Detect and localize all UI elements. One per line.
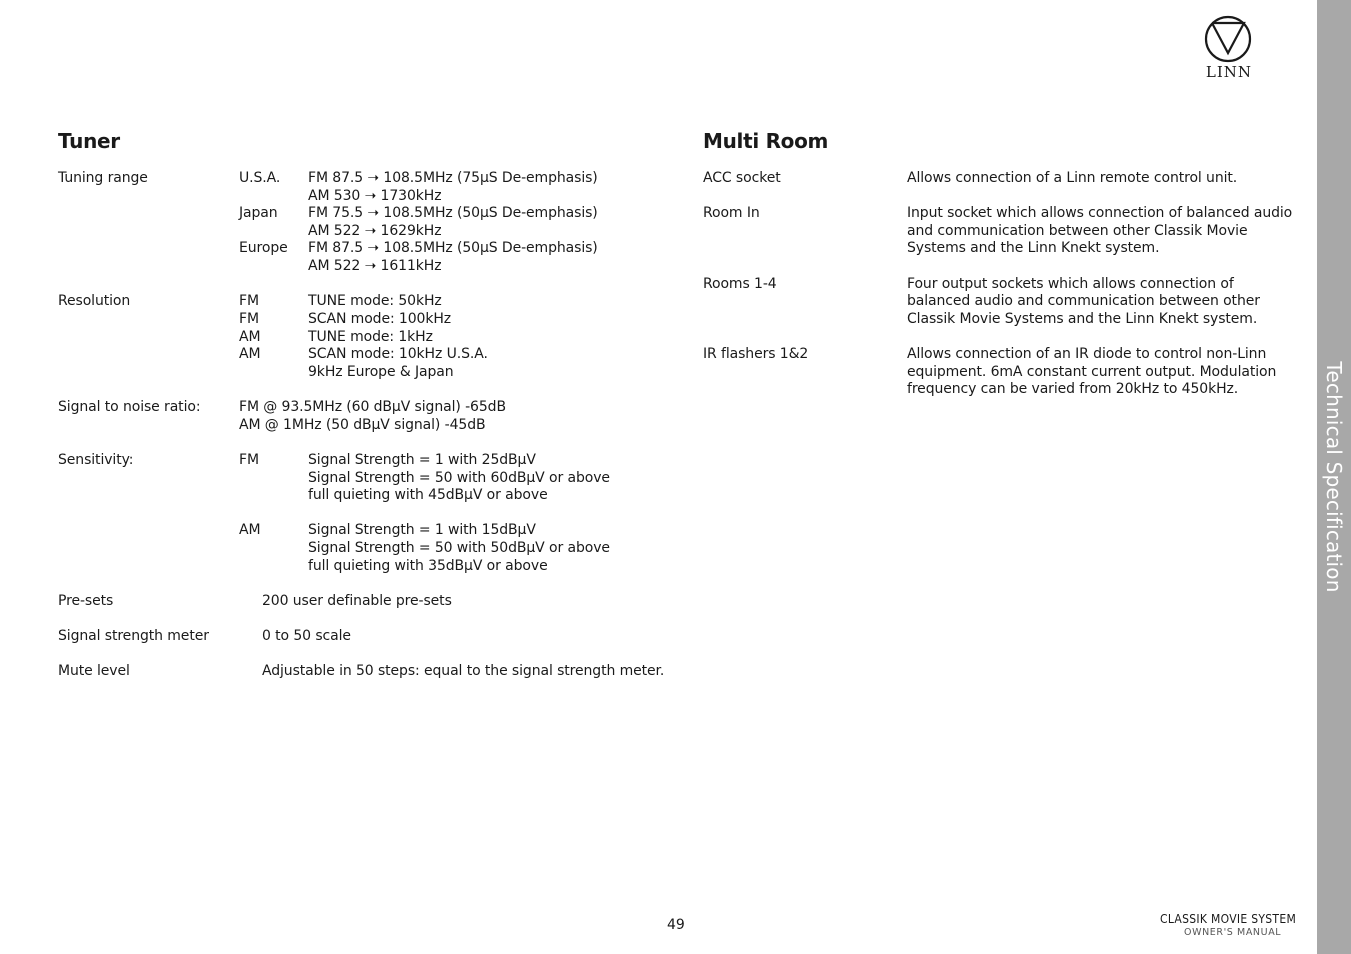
acc-label: ACC socket <box>703 170 781 186</box>
tuner-heading: Tuner <box>58 129 120 153</box>
sensitivity-am-band: AM <box>239 522 261 538</box>
footer-title: CLASSIK MOVIE SYSTEM <box>1160 912 1297 926</box>
sensitivity-am-line: Signal Strength = 1 with 15dBµV <box>308 522 536 538</box>
snr-fm: FM @ 93.5MHz (60 dBµV signal) -65dB <box>239 399 506 415</box>
japan-am-range: AM 522 ➝ 1629kHz <box>308 223 442 239</box>
acc-desc: Allows connection of a Linn remote control unit. <box>907 170 1238 186</box>
presets-value: 200 user definable pre-sets <box>262 593 452 609</box>
mute-value: Adjustable in 50 steps: equal to the signal strength meter. <box>262 663 665 679</box>
presets-label: Pre-sets <box>58 593 114 609</box>
room-in-desc: Systems and the Linn Knekt system. <box>907 240 1160 256</box>
region-usa: U.S.A. <box>239 170 281 186</box>
tuning-range-label: Tuning range <box>58 170 148 186</box>
snr-label: Signal to noise ratio: <box>58 399 201 415</box>
region-japan: Japan <box>239 205 278 221</box>
ir-desc: frequency can be varied from 20kHz to 450kHz. <box>907 381 1239 397</box>
resolution-value: TUNE mode: 50kHz <box>308 293 442 309</box>
room-in-label: Room In <box>703 205 760 221</box>
footer-subtitle: OWNER'S MANUAL <box>1184 927 1282 938</box>
sensitivity-fm-line: full quieting with 45dBµV or above <box>308 487 548 503</box>
rooms-desc: balanced audio and communication between other <box>907 293 1260 309</box>
sensitivity-fm-line: Signal Strength = 50 with 60dBµV or above <box>308 470 610 486</box>
room-in-desc: and communication between other Classik Movie <box>907 223 1248 239</box>
room-in-desc: Input socket which allows connection of balanced audio <box>907 205 1293 221</box>
sensitivity-am-line: Signal Strength = 50 with 50dBµV or above <box>308 540 610 556</box>
rooms-desc: Classik Movie Systems and the Linn Knekt system. <box>907 311 1258 327</box>
europe-fm-range: FM 87.5 ➝ 108.5MHz (50µS De-emphasis) <box>308 240 598 256</box>
resolution-band: FM <box>239 311 259 327</box>
sensitivity-fm-band: FM <box>239 452 259 468</box>
region-europe: Europe <box>239 240 288 256</box>
meter-label: Signal strength meter <box>58 628 209 644</box>
sensitivity-label: Sensitivity: <box>58 452 134 468</box>
resolution-value: SCAN mode: 100kHz <box>308 311 452 327</box>
side-tab-label: Technical Specification <box>1322 361 1346 593</box>
resolution-band: FM <box>239 293 259 309</box>
europe-am-range: AM 522 ➝ 1611kHz <box>308 258 442 274</box>
ir-label: IR flashers 1&2 <box>703 346 809 362</box>
rooms-label: Rooms 1-4 <box>703 276 777 292</box>
sensitivity-fm-line: Signal Strength = 1 with 25dBµV <box>308 452 536 468</box>
mute-label: Mute level <box>58 663 130 679</box>
meter-value: 0 to 50 scale <box>262 628 351 644</box>
japan-fm-range: FM 75.5 ➝ 108.5MHz (50µS De-emphasis) <box>308 205 598 221</box>
resolution-value: 9kHz Europe & Japan <box>308 364 454 380</box>
multi-room-heading: Multi Room <box>703 129 829 153</box>
resolution-label: Resolution <box>58 293 131 309</box>
ir-desc: equipment. 6mA constant current output. Modulation <box>907 364 1277 380</box>
rooms-desc: Four output sockets which allows connection of <box>907 276 1234 292</box>
resolution-value: TUNE mode: 1kHz <box>308 329 433 345</box>
ir-desc: Allows connection of an IR diode to control non-Linn <box>907 346 1267 362</box>
page-number: 49 <box>667 917 685 933</box>
resolution-value: SCAN mode: 10kHz U.S.A. <box>308 346 488 362</box>
resolution-band: AM <box>239 346 261 362</box>
logo-wordmark: LINN <box>1205 63 1253 81</box>
usa-am-range: AM 530 ➝ 1730kHz <box>308 188 442 204</box>
resolution-band: AM <box>239 329 261 345</box>
sensitivity-am-line: full quieting with 35dBµV or above <box>308 558 548 574</box>
snr-am: AM @ 1MHz (50 dBµV signal) -45dB <box>239 417 486 433</box>
usa-fm-range: FM 87.5 ➝ 108.5MHz (75µS De-emphasis) <box>308 170 598 186</box>
